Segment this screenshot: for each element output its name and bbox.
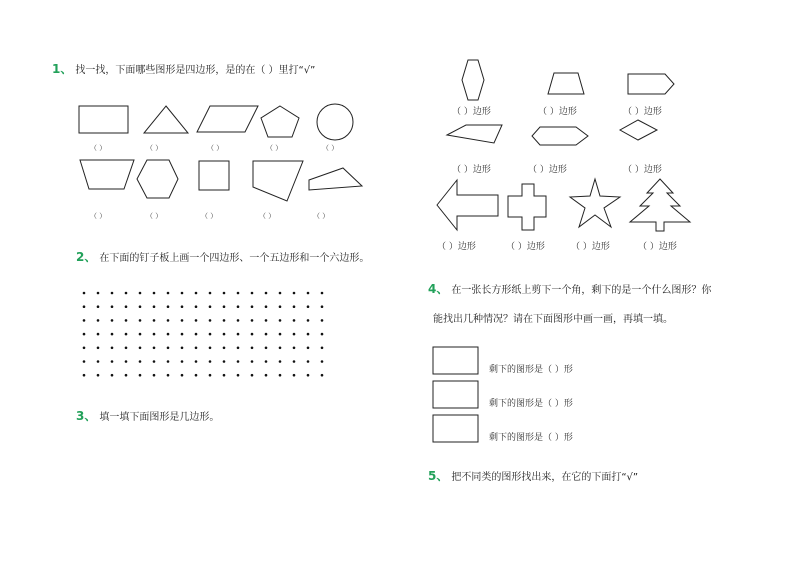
triangle-shape xyxy=(144,106,188,133)
peg-dot[interactable] xyxy=(153,333,156,336)
peg-dot[interactable] xyxy=(111,347,114,350)
peg-dot[interactable] xyxy=(279,347,282,350)
arrow-shape xyxy=(437,180,498,230)
peg-dot[interactable] xyxy=(167,292,170,295)
peg-dot[interactable] xyxy=(111,333,114,336)
irregular-polygon-shape xyxy=(309,168,362,190)
peg-dot[interactable] xyxy=(97,374,100,377)
peg-dot[interactable] xyxy=(237,347,240,350)
peg-dot[interactable] xyxy=(209,319,212,322)
question-text: 找一找，下面哪些图形是四边形，是的在（ ）里打“√” xyxy=(75,65,316,76)
peg-dot[interactable] xyxy=(125,305,128,308)
answer-blank[interactable]: （ ） xyxy=(266,144,283,152)
question-text: 在一张长方形纸上剪下一个角，剩下的是一个什么图形？你 xyxy=(451,285,712,296)
peg-dot[interactable] xyxy=(265,319,268,322)
edge-count-blank[interactable]: （ ）边形 xyxy=(538,107,577,117)
parallelogram-shape xyxy=(197,106,258,132)
edge-count-blank[interactable]: （ ）边形 xyxy=(452,165,491,175)
peg-dot[interactable] xyxy=(181,305,184,308)
peg-dot[interactable] xyxy=(181,374,184,377)
peg-dot[interactable] xyxy=(307,360,310,363)
peg-dot[interactable] xyxy=(83,305,86,308)
tree-shape xyxy=(630,179,690,231)
peg-dot[interactable] xyxy=(167,305,170,308)
edge-count-blank[interactable]: （ ）边形 xyxy=(638,242,677,252)
peg-dot[interactable] xyxy=(237,333,240,336)
q4-answer[interactable]: 剩下的图形是（ ）形 xyxy=(489,399,573,409)
question-number: 2、 xyxy=(76,250,97,264)
rhombus-shape xyxy=(620,120,657,140)
peg-dot[interactable] xyxy=(265,374,268,377)
star-shape xyxy=(570,179,620,227)
peg-dot[interactable] xyxy=(279,360,282,363)
peg-dot[interactable] xyxy=(223,305,226,308)
answer-blank[interactable]: （ ） xyxy=(207,144,224,152)
trapezoid-shape xyxy=(80,160,134,189)
edge-count-blank[interactable]: （ ）边形 xyxy=(452,107,491,117)
question-number: 5、 xyxy=(428,469,449,483)
peg-dot[interactable] xyxy=(125,319,128,322)
edge-count-blank[interactable]: （ ）边形 xyxy=(571,242,610,252)
peg-dot[interactable] xyxy=(209,305,212,308)
question-text: 填一填下面图形是几边形。 xyxy=(99,412,220,423)
peg-dot[interactable] xyxy=(237,305,240,308)
peg-dot[interactable] xyxy=(265,305,268,308)
question-4-line-2: 能找出几种情况？请在下面图形中画一画，再填一填。 xyxy=(433,314,673,325)
edge-count-blank[interactable]: （ ）边形 xyxy=(506,242,545,252)
peg-dot[interactable] xyxy=(321,292,324,295)
peg-dot[interactable] xyxy=(237,360,240,363)
peg-dot[interactable] xyxy=(321,347,324,350)
peg-dot[interactable] xyxy=(111,292,114,295)
peg-dot[interactable] xyxy=(223,292,226,295)
square-shape xyxy=(199,161,229,190)
peg-dot[interactable] xyxy=(265,333,268,336)
hexagon-shape xyxy=(532,127,588,145)
peg-dot[interactable] xyxy=(111,374,114,377)
peg-dot[interactable] xyxy=(167,374,170,377)
peg-dot[interactable] xyxy=(97,347,100,350)
q4-answer[interactable]: 剩下的图形是（ ）形 xyxy=(489,365,573,375)
question-number: 4、 xyxy=(428,282,449,296)
peg-dot[interactable] xyxy=(111,360,114,363)
peg-dot[interactable] xyxy=(307,319,310,322)
peg-dot[interactable] xyxy=(195,360,198,363)
pegboard[interactable] xyxy=(83,292,324,377)
peg-dot[interactable] xyxy=(321,333,324,336)
edge-count-blank[interactable]: （ ）边形 xyxy=(437,242,476,252)
peg-dot[interactable] xyxy=(153,292,156,295)
paper-rectangle[interactable] xyxy=(433,381,478,408)
peg-dot[interactable] xyxy=(125,347,128,350)
peg-dot[interactable] xyxy=(97,292,100,295)
answer-blank[interactable]: （ ） xyxy=(322,144,339,152)
question-text: 把不同类的图形找出来，在它的下面打“√” xyxy=(451,472,639,483)
hexagon-shape xyxy=(137,160,178,198)
peg-dot[interactable] xyxy=(279,374,282,377)
peg-dot[interactable] xyxy=(307,292,310,295)
peg-dot[interactable] xyxy=(293,305,296,308)
cross-shape xyxy=(508,184,546,230)
peg-dot[interactable] xyxy=(223,360,226,363)
peg-dot[interactable] xyxy=(293,374,296,377)
peg-dot[interactable] xyxy=(251,333,254,336)
peg-dot[interactable] xyxy=(125,374,128,377)
peg-dot[interactable] xyxy=(195,305,198,308)
peg-dot[interactable] xyxy=(139,360,142,363)
peg-dot[interactable] xyxy=(181,347,184,350)
answer-blank[interactable]: （ ） xyxy=(90,144,107,152)
answer-blank[interactable]: （ ） xyxy=(146,212,163,220)
peg-dot[interactable] xyxy=(209,347,212,350)
peg-dot[interactable] xyxy=(195,347,198,350)
peg-dot[interactable] xyxy=(167,347,170,350)
peg-dot[interactable] xyxy=(153,305,156,308)
peg-dot[interactable] xyxy=(237,374,240,377)
trapezoid-shape xyxy=(548,73,584,94)
peg-dot[interactable] xyxy=(279,305,282,308)
peg-dot[interactable] xyxy=(83,292,86,295)
peg-dot[interactable] xyxy=(209,292,212,295)
peg-dot[interactable] xyxy=(293,319,296,322)
peg-dot[interactable] xyxy=(139,319,142,322)
rectangle-shape xyxy=(79,106,128,133)
peg-dot[interactable] xyxy=(83,333,86,336)
peg-dot[interactable] xyxy=(97,360,100,363)
peg-dot[interactable] xyxy=(167,319,170,322)
peg-dot[interactable] xyxy=(265,347,268,350)
paper-rectangle[interactable] xyxy=(433,347,478,374)
peg-dot[interactable] xyxy=(307,347,310,350)
peg-dot[interactable] xyxy=(293,347,296,350)
peg-dot[interactable] xyxy=(293,292,296,295)
peg-dot[interactable] xyxy=(181,333,184,336)
edge-count-blank[interactable]: （ ）边形 xyxy=(623,165,662,175)
answer-blank[interactable]: （ ） xyxy=(313,212,330,220)
peg-dot[interactable] xyxy=(209,360,212,363)
peg-dot[interactable] xyxy=(251,292,254,295)
peg-dot[interactable] xyxy=(223,319,226,322)
question-number: 3、 xyxy=(76,409,97,423)
peg-dot[interactable] xyxy=(251,305,254,308)
peg-dot[interactable] xyxy=(195,319,198,322)
edge-count-blank[interactable]: （ ）边形 xyxy=(623,107,662,117)
paper-rectangle[interactable] xyxy=(433,415,478,442)
peg-dot[interactable] xyxy=(125,292,128,295)
peg-dot[interactable] xyxy=(139,333,142,336)
peg-dot[interactable] xyxy=(209,374,212,377)
peg-dot[interactable] xyxy=(167,360,170,363)
peg-dot[interactable] xyxy=(181,360,184,363)
peg-dot[interactable] xyxy=(181,319,184,322)
peg-dot[interactable] xyxy=(83,374,86,377)
answer-blank[interactable]: （ ） xyxy=(259,212,276,220)
peg-dot[interactable] xyxy=(237,319,240,322)
pentagon-shape xyxy=(261,106,299,137)
peg-dot[interactable] xyxy=(251,319,254,322)
peg-dot[interactable] xyxy=(153,347,156,350)
hexagon-shape xyxy=(462,60,484,100)
peg-dot[interactable] xyxy=(195,292,198,295)
quadrilateral-shape xyxy=(447,125,502,143)
peg-dot[interactable] xyxy=(111,305,114,308)
peg-dot[interactable] xyxy=(321,305,324,308)
peg-dot[interactable] xyxy=(195,333,198,336)
peg-dot[interactable] xyxy=(209,333,212,336)
peg-dot[interactable] xyxy=(321,374,324,377)
peg-dot[interactable] xyxy=(125,333,128,336)
peg-dot[interactable] xyxy=(223,333,226,336)
peg-dot[interactable] xyxy=(265,360,268,363)
question-text: 在下面的钉子板上画一个四边形、一个五边形和一个六边形。 xyxy=(99,253,370,264)
peg-dot[interactable] xyxy=(153,319,156,322)
irregular-quadrilateral-shape xyxy=(253,161,303,201)
peg-dot[interactable] xyxy=(139,347,142,350)
peg-dot[interactable] xyxy=(139,305,142,308)
peg-dot[interactable] xyxy=(293,333,296,336)
peg-dot[interactable] xyxy=(251,347,254,350)
peg-dot[interactable] xyxy=(279,292,282,295)
peg-dot[interactable] xyxy=(97,305,100,308)
peg-dot[interactable] xyxy=(111,319,114,322)
answer-blank[interactable]: （ ） xyxy=(146,144,163,152)
peg-dot[interactable] xyxy=(251,374,254,377)
peg-dot[interactable] xyxy=(251,360,254,363)
peg-dot[interactable] xyxy=(83,347,86,350)
peg-dot[interactable] xyxy=(307,333,310,336)
peg-dot[interactable] xyxy=(167,333,170,336)
peg-dot[interactable] xyxy=(237,292,240,295)
peg-dot[interactable] xyxy=(153,360,156,363)
peg-dot[interactable] xyxy=(321,319,324,322)
peg-dot[interactable] xyxy=(265,292,268,295)
peg-dot[interactable] xyxy=(83,360,86,363)
peg-dot[interactable] xyxy=(223,374,226,377)
peg-dot[interactable] xyxy=(195,374,198,377)
peg-dot[interactable] xyxy=(139,374,142,377)
peg-dot[interactable] xyxy=(307,374,310,377)
question-number: 1、 xyxy=(52,62,73,76)
peg-dot[interactable] xyxy=(83,319,86,322)
peg-dot[interactable] xyxy=(125,360,128,363)
answer-blank[interactable]: （ ） xyxy=(90,212,107,220)
q4-answer[interactable]: 剩下的图形是（ ）形 xyxy=(489,433,573,443)
answer-blank[interactable]: （ ） xyxy=(201,212,218,220)
peg-dot[interactable] xyxy=(97,333,100,336)
peg-dot[interactable] xyxy=(293,360,296,363)
peg-dot[interactable] xyxy=(307,305,310,308)
peg-dot[interactable] xyxy=(139,292,142,295)
circle-shape xyxy=(317,104,353,140)
peg-dot[interactable] xyxy=(153,374,156,377)
edge-count-blank[interactable]: （ ）边形 xyxy=(528,165,567,175)
pentagon-shape xyxy=(628,74,674,94)
peg-dot[interactable] xyxy=(181,292,184,295)
peg-dot[interactable] xyxy=(279,333,282,336)
peg-dot[interactable] xyxy=(279,319,282,322)
peg-dot[interactable] xyxy=(223,347,226,350)
peg-dot[interactable] xyxy=(321,360,324,363)
peg-dot[interactable] xyxy=(97,319,100,322)
